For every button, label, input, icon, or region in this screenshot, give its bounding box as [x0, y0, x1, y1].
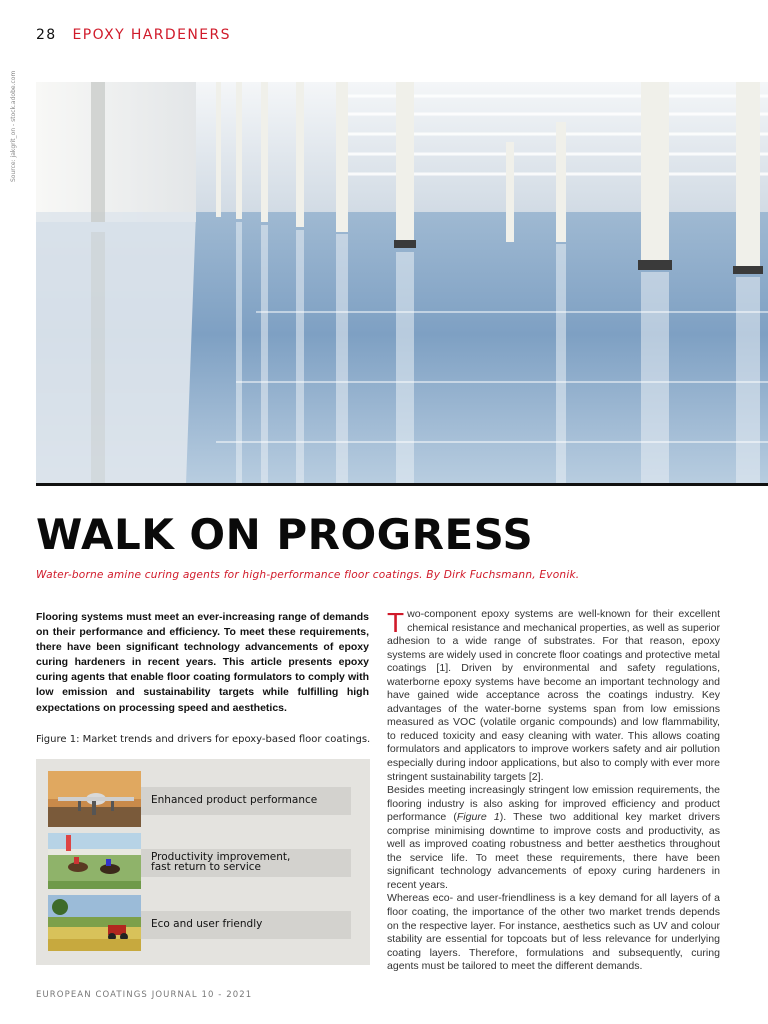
article-lead: Flooring systems must meet an ever-increasing range of demands on their performance and efficiency. To meet these requirements, there have been significant technology advancements of epoxy curing hardeners in recent years. This article presents epoxy curing agents that enable floor coating formulators to comply with low emission and sustainability targets while fulfilling high expectations on processing speed and aesthetics.	[36, 611, 369, 714]
running-header	[36, 27, 231, 43]
body-paragraph: Whereas eco- and user-friendliness is a key demand for all layers of a floor coating, the importance of the other two market trends depends on the respective layer. For instance, aesthetics such as UV and colour stability are essential for topcoats but of less relevance for underlying coating layers. Therefore, formulations and subsequently, curing agents must be tailored to meet the different demands.	[387, 892, 720, 973]
figure-label	[141, 849, 351, 877]
hero-image	[36, 82, 768, 484]
figure-label: Eco and user friendly	[141, 911, 351, 939]
figure-caption: Figure 1: Market trends and drivers for epoxy-based floor coatings.	[36, 734, 371, 745]
article-body	[387, 608, 720, 974]
body-text: Besides meeting increasingly stringent low emission requirements, the flooring industry is also asking for improved efficiency and product performance (	[387, 784, 720, 824]
body-paragraph	[387, 608, 720, 784]
figure-item	[48, 895, 351, 951]
figure-label-line: fast return to service	[151, 861, 261, 873]
parking-garage-floor-image	[36, 82, 768, 484]
hero-divider	[36, 483, 768, 486]
photo-credit-text: Source: jakgrit_on - stock.adobe.com	[10, 70, 17, 182]
figure-item	[48, 771, 351, 827]
footer: EUROPEAN COATINGS JOURNAL 10 - 2021	[36, 990, 253, 1000]
figure-item	[48, 833, 351, 889]
tractor-field-image	[48, 895, 141, 951]
figure-label-line: Productivity improvement,	[151, 851, 291, 863]
photo-credit	[10, 70, 30, 192]
figure-label: Enhanced product performance	[141, 787, 351, 815]
body-paragraph	[387, 784, 720, 892]
page-number: 28	[36, 27, 57, 43]
article-title: WALK ON PROGRESS	[36, 510, 534, 559]
figure-1	[36, 759, 370, 965]
airplane-image	[48, 771, 141, 827]
body-text: ). These two additional key market drivers comprise minimising downtime to improve costs and productivity, as well as improved coating robustness and better aesthetics throughout the service life. To meet these requirements, there have been significant technology advancements of epoxy curing hardeners in recent years.	[387, 811, 720, 891]
drop-cap: T	[387, 607, 405, 638]
horse-race-image	[48, 833, 141, 889]
section-title: EPOXY HARDENERS	[72, 27, 231, 43]
article-subtitle: Water-borne amine curing agents for high-performance floor coatings. By Dirk Fuchsmann, Evonik.	[36, 569, 580, 581]
figure-reference: Figure 1	[456, 811, 500, 824]
body-text: wo-component epoxy systems are well-known for their excellent chemical resistance and mechanical properties, as well as superior adhesion to a wide range of substrates. For that reason, epoxy systems are widely used in concrete floor coatings and protective metal coatings [1]. Driven by environmental and safety regulations, waterborne epoxy systems have become an important technology and have gained wide acceptance across the coatings industry. Key advantages of the water-borne systems span from low emissions measured as VOC (volatile organic compounds) and low flammability, to reduced toxicity and easy cleaning with water. This allows coating formulators and applicators to improve workers safety and air pollution especially during indoor applications, but also to comply with ever more stringent sustainability targets [2].	[387, 608, 720, 783]
